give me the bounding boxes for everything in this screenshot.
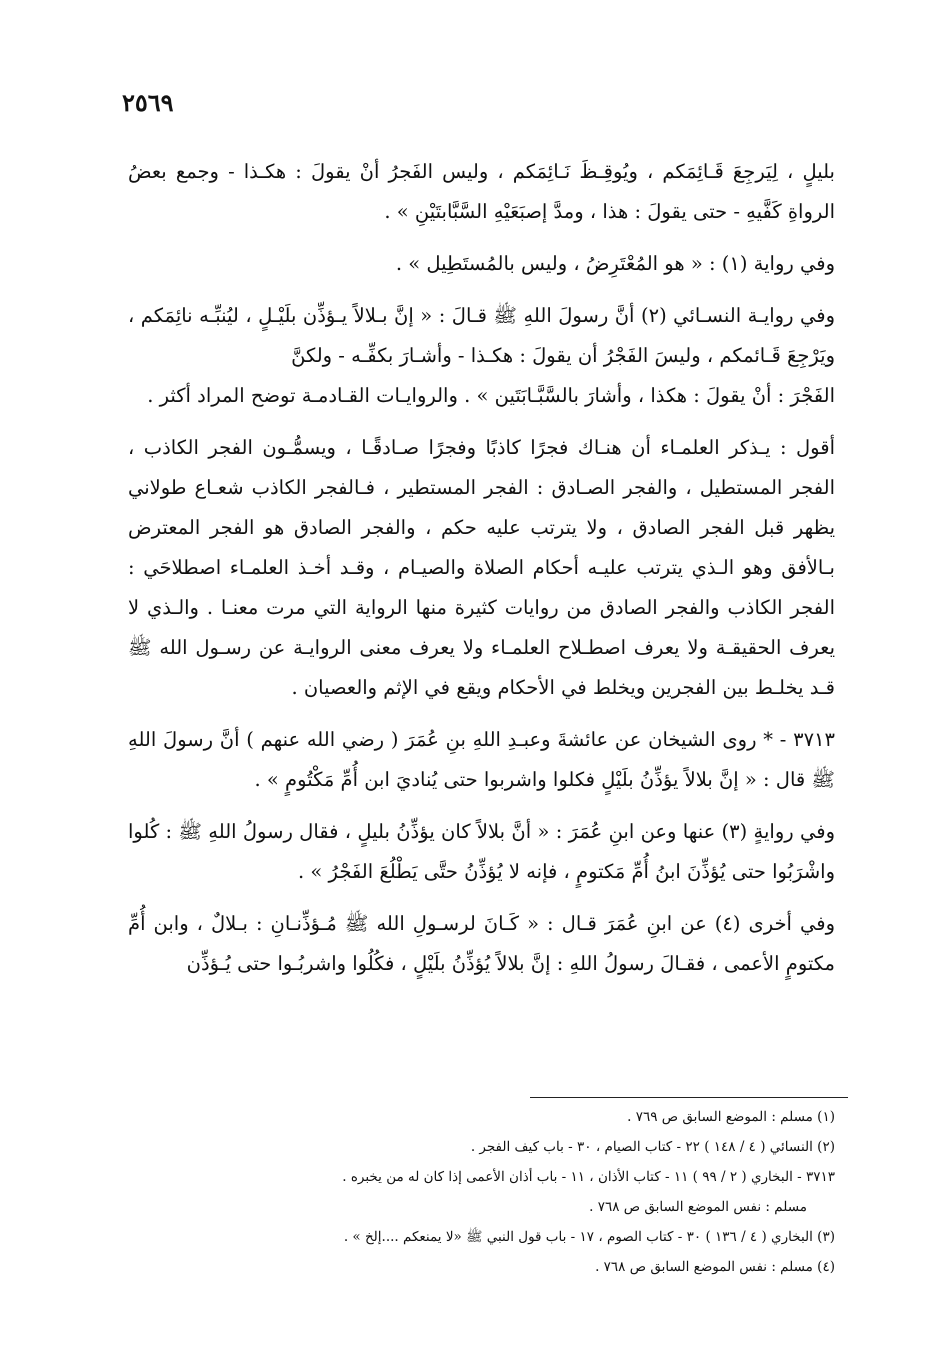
paragraph-nasai-conclusion: الفَجْرَ : أنْ يقولَ : هكذا ، وأشارَ بالسَّبَّـابَتَين » . والروايـات القـادمـة توضح المراد أكثر . [147, 384, 835, 407]
footnotes [128, 1102, 835, 1282]
paragraph-riwaya-3: وفي روايةٍ (٣) عنها وعن ابنِ عُمَرَ : « أنَّ بلالاً كان يؤذِّنُ بليلٍ ، فقال رسولُ اللهِ ﷺ : كُلوا واشْرَبُوا حتى يُؤذِّنَ ابنُ أُمِّ مَكتومٍ ، فإنه لا يُؤذِّنُ حتَّى يَطْلُعَ الفَجْرُ » . [128, 820, 835, 883]
footnote-divider [530, 1097, 848, 1098]
paragraph-aqool: أقول : يـذكر العلمـاء أن هنـاك فجرًا كاذبًا وفجرًا صـادقًـا ، ويسمُّـون الفجر الكاذب ، الفجر المستطيل ، والفجر الصـادق : الفجر المستطير ، فـالفجر الكاذب شعـاع طولاني يظهر قبل الفجر الصادق ، ولا يترتب عليه حكم ، والفجر الصادق هو الفجر المعترض بـالأفق وهو الـذي يترتب عليـه أحكام الصلاة والصيـام ، وقـد أخـذ العلمـاء اصطلاحَي : الفجر الكاذب والفجر الصادق من روايات كثيرة منها الرواية التي مرت معنـا . والـذي لا يعرف الحقيقـة ولا يعرف اصطـلاح العلمـاء ولا يعرف معنى الروايـة عن رسـول الله ﷺ قـد يخلـط بين الفجرين ويخلط في الأحكام ويقع في الإثم والعصيان . [128, 436, 835, 699]
paragraph-continuation: بليلٍ ، لِيَرجِعَ قَـائِمَكم ، ويُوقِـظَ نَـائِمَكم ، وليس الفَجرُ أنْ يقولَ : هكـذا - وجمع بعضُ الرواةِ كَفَّيهِ - حتى يقولَ : هذا ، ومدَّ إصبَعَيْهِ السَّبَّابتَيْنِ » . [128, 160, 835, 223]
paragraph-riwaya-1: وفي رواية (١) : « هو المُعْتَرِضُ ، وليس بالمُستَطِيل » . [395, 252, 835, 275]
footnote-3: (٣) البخاري ( ٤ / ١٣٦ ) ٣٠ - كتاب الصوم ، ١٧ - باب قول النبي ﷺ «لا يمنعكم ....إلخ » . [343, 1229, 835, 1245]
footnote-2: (٢) النسائي ( ٤ / ١٤٨ ) ٢٢ - كتاب الصيام ، ٣٠ - باب كيف الفجر . [470, 1139, 835, 1155]
paragraph-nasai: وفي روايـة النسـائي (٢) أنَّ رسولَ اللهِ ﷺ قـالَ : « إنَّ بـلالاً يـؤذِّن بلَيْـلٍ ، ليُنبِّـه نائِمَكم ، ويَرْجِعَ قَـائمكم ، وليسَ الفَجْرُ أن يقولَ : هكـذا - وأشـارَ بكفِّـه - ولكنَّ [128, 304, 835, 367]
footnote-3713: ٣٧١٣ - البخاري ( ٢ / ٩٩ ) ١١ - كتاب الأذان ، ١١ - باب أذان الأعمى إذا كان له من يخبره . [342, 1169, 835, 1185]
footnote-4: (٤) مسلم : نفس الموضع السابق ص ٧٦٨ . [595, 1259, 835, 1275]
paragraph-ukhra-4: وفي أخرى (٤) عن ابنِ عُمَرَ قـال : « كَـانَ لرسـولِ الله ﷺ مُـؤذِّنـانِ : بـلالٌ ، وابن أُمِّ مكتومٍ الأعمى ، فقـالَ رسولُ اللهِ : إنَّ بلالاً يُؤذِّنُ بلَيْلٍ ، فكُلُوا واشربُـوا حتى يُـؤذِّن [128, 912, 835, 975]
main-text [128, 152, 835, 996]
footnote-3713-muslim: مسلم : نفس الموضع السابق ص ٧٦٨ . [589, 1199, 807, 1215]
hadith-3713: ٣٧١٣ - * روى الشيخان عن عائشةَ وعبـدِ اللهِ بنِ عُمَرَ ( رضي الله عنهم ) أنَّ رسولَ اللهِ ﷺ قال : « إنَّ بلالاً يؤذِّنُ بلَيْلٍ فكلوا واشربوا حتى يُناديَ ابن أُمِّ مَكْتُومٍ » . [128, 728, 835, 791]
footnote-1: (١) مسلم : الموضع السابق ص ٧٦٩ . [627, 1109, 835, 1125]
page-number: ٢٥٦٩ [122, 88, 174, 117]
